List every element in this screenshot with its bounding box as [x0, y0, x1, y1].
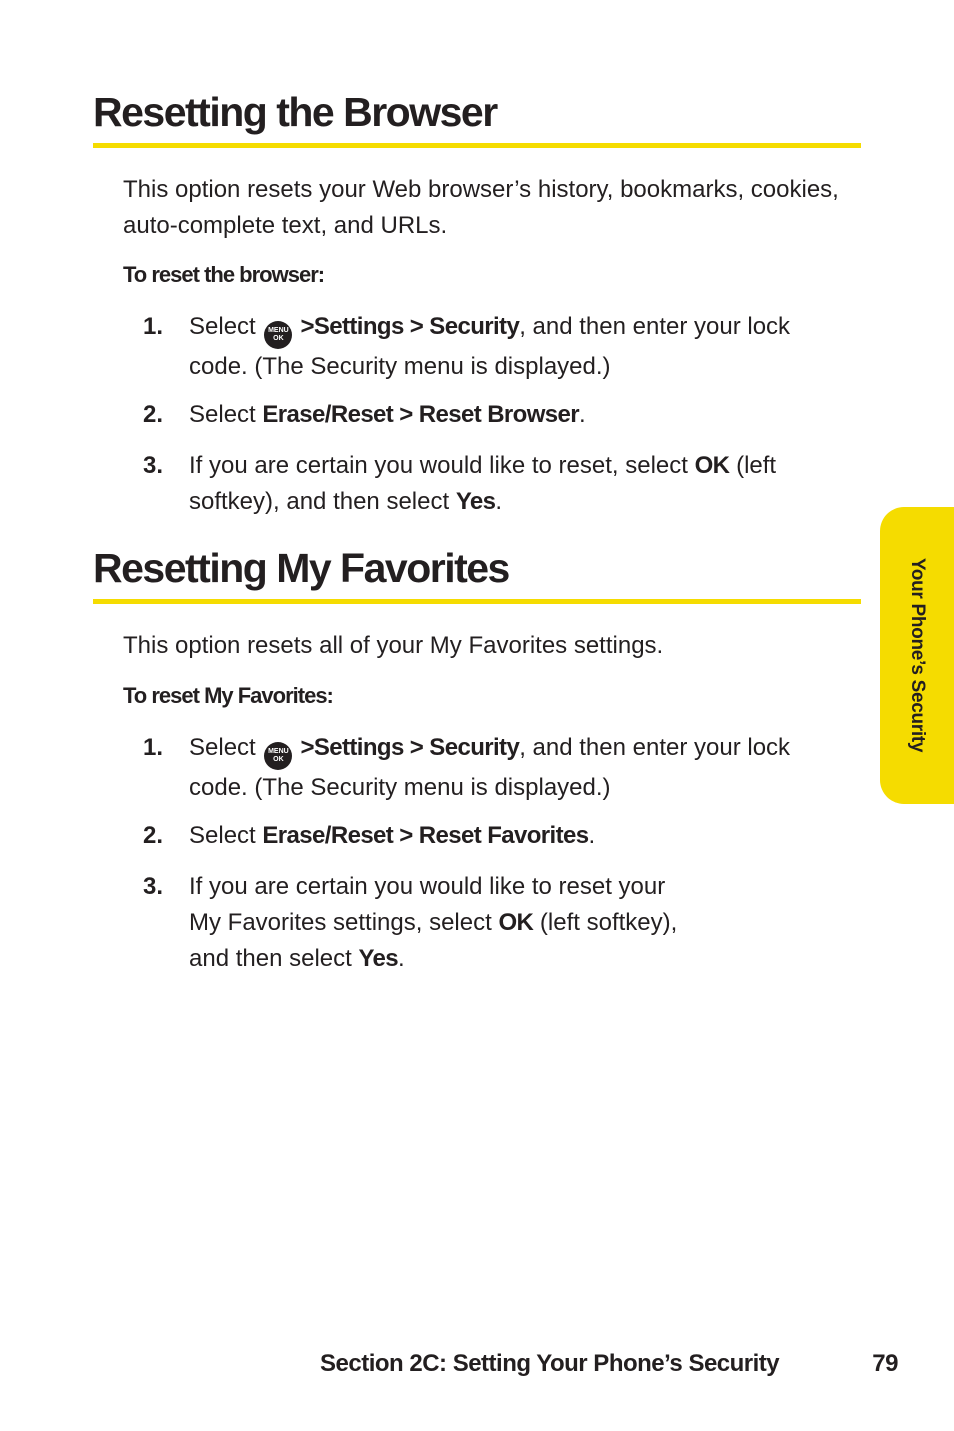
page-footer [320, 1350, 900, 1384]
menu-path: Erase/Reset > Reset Browser [262, 401, 580, 428]
yes-label: Yes [455, 488, 496, 515]
title-rule [93, 143, 861, 148]
step-3-browser [143, 448, 843, 520]
step-number: 3. [143, 873, 164, 900]
step-1-favorites [143, 730, 843, 806]
title-rule [93, 599, 861, 604]
ok-label: OK [498, 909, 534, 936]
footer-section-title: Section 2C: Setting Your Phone’s Security [320, 1350, 780, 1377]
menu-path: >Settings > Security [294, 313, 520, 340]
yes-label: Yes [358, 945, 399, 972]
subheading-browser: To reset the browser: [123, 262, 325, 287]
subheading-favorites: To reset My Favorites: [123, 683, 333, 708]
step-2-favorites [143, 818, 843, 854]
menu-ok-key-icon: MENU OK [264, 321, 292, 349]
ok-label: OK [694, 452, 730, 479]
step-text: Select MENU OK >Settings > Security, and then enter your lock code. (The Security menu is displayed.) [189, 734, 791, 801]
step-1-browser [143, 309, 843, 385]
step-text: Select Erase/Reset > Reset Browser. [189, 401, 586, 428]
step-number: 2. [143, 822, 164, 849]
step-number: 2. [143, 401, 164, 428]
side-tab-label: Your Phone’s Security [907, 557, 928, 753]
menu-ok-key-icon: MENU OK [264, 742, 292, 770]
step-3-favorites [143, 869, 843, 977]
step-number: 1. [143, 734, 164, 761]
menu-path: >Settings > Security [294, 734, 520, 761]
step-number: 3. [143, 452, 164, 479]
step-number: 1. [143, 313, 164, 340]
step-text: If you are certain you would like to reset your My Favorites settings, select OK (left softkey), and then select Yes. [189, 873, 678, 972]
step-text: Select MENU OK >Settings > Security, and then enter your lock code. (The Security menu is displayed.) [189, 313, 791, 380]
menu-path: Erase/Reset > Reset Favorites [262, 822, 589, 849]
section-title-favorites: Resetting My Favorites [93, 545, 509, 591]
page-number: 79 [872, 1350, 898, 1377]
intro-favorites: This option resets all of your My Favorites settings. [123, 632, 664, 659]
step-2-browser [143, 397, 843, 433]
step-text: If you are certain you would like to reset, select OK (left softkey), and then select Yes. [189, 452, 777, 515]
intro-browser: This option resets your Web browser’s history, bookmarks, cookies, auto-complete text, and URLs. [123, 176, 839, 239]
section-title-browser: Resetting the Browser [93, 89, 497, 135]
step-text: Select Erase/Reset > Reset Favorites. [189, 822, 596, 849]
